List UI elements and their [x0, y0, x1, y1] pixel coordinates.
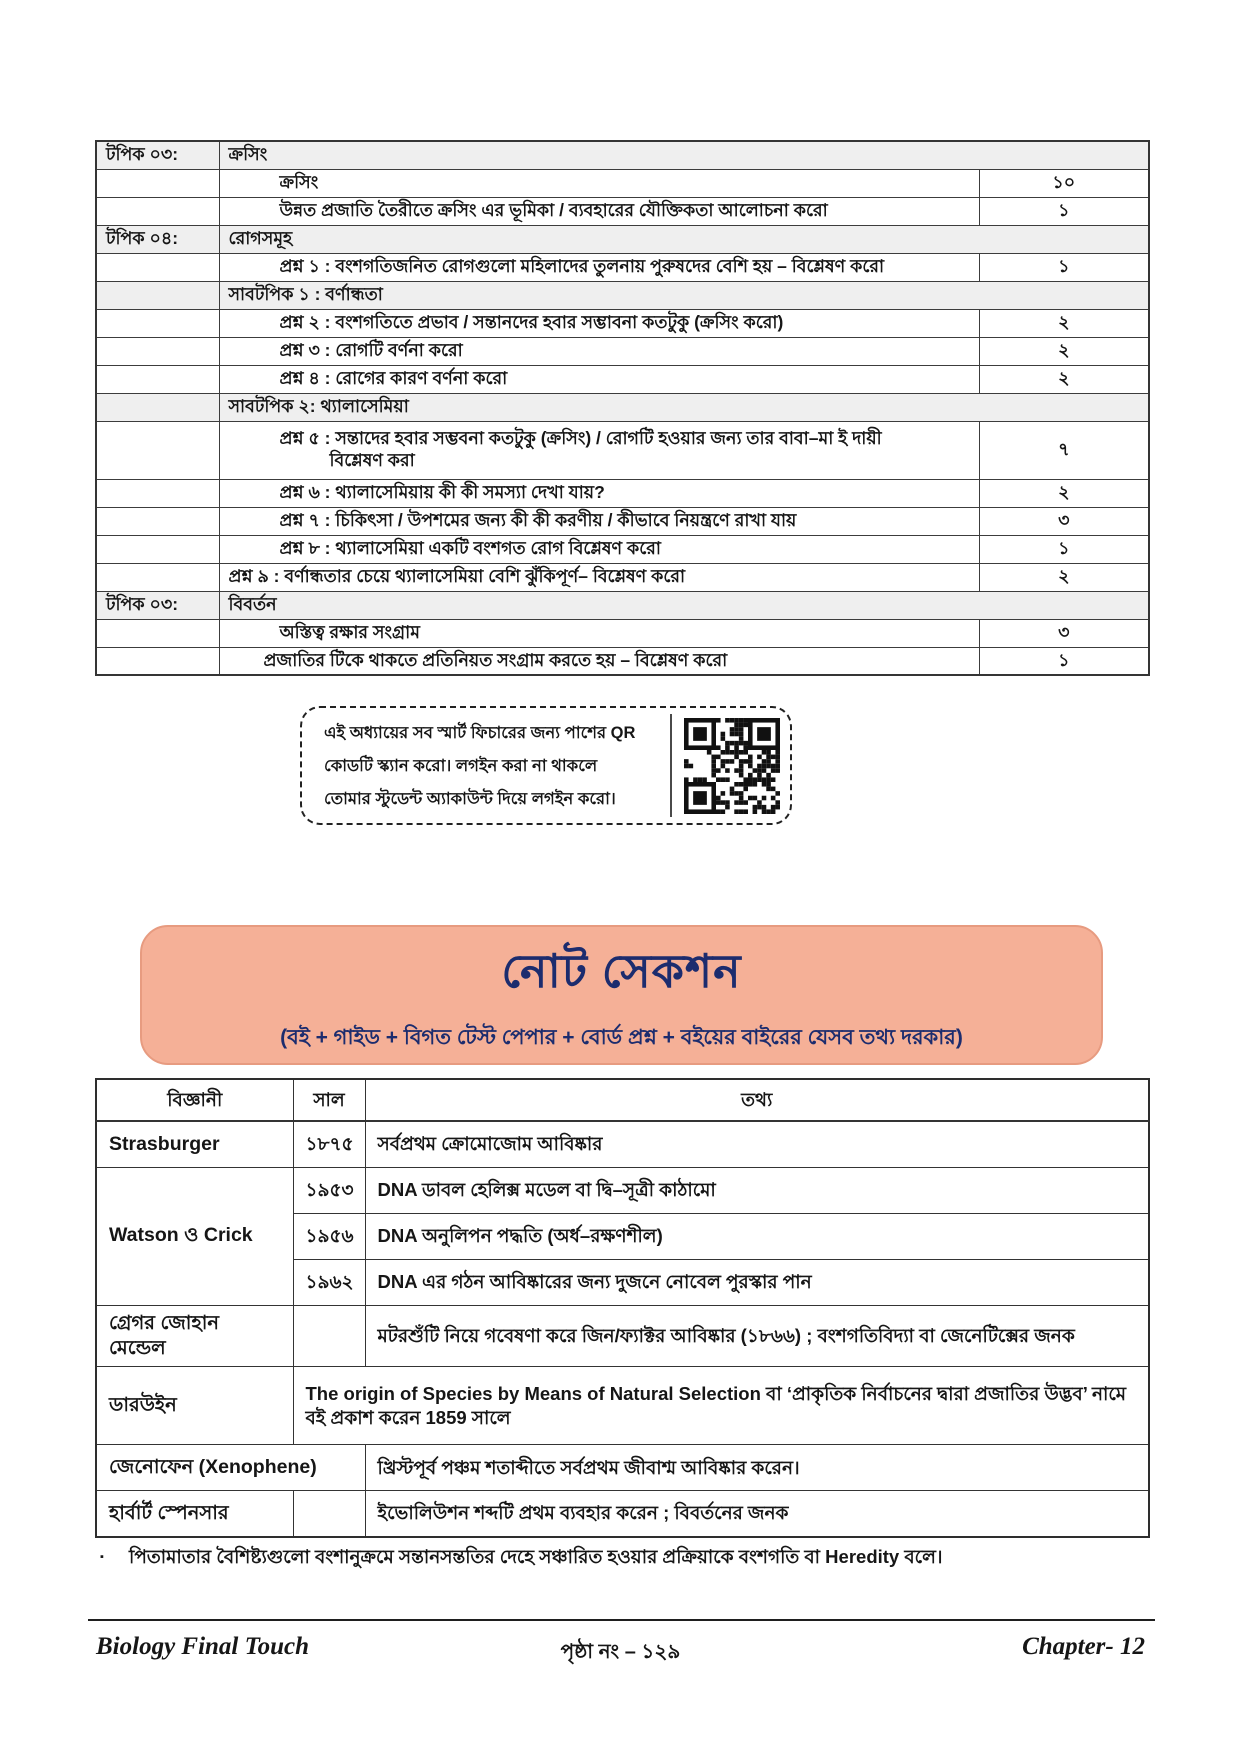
info-text: The origin of Species by Means of Natural Selection বা ‘প্রাকৃতিক নির্বাচনের দ্বারা প্রজাতির উদ্ভব’ নামে বই প্রকাশ করেন 1859 সালে — [293, 1367, 1149, 1445]
note-section-banner — [140, 925, 1103, 1065]
divider — [670, 714, 672, 817]
table-row — [96, 1121, 1149, 1167]
topic-label: টপিক ০৪: — [96, 225, 219, 253]
marks-value: ২ — [979, 309, 1149, 337]
heredity-note-text: পিতামাতার বৈশিষ্ট্যগুলো বংশানুক্রমে সন্তানসন্ততির দেহে সঞ্চারিত হওয়ার প্রক্রিয়াকে বংশগতি বা Heredity বলে। — [129, 1546, 943, 1567]
footer-chapter: Chapter- 12 — [1022, 1633, 1145, 1660]
question-text: প্রশ্ন ২ : বংশগতিতে প্রভাব / সন্তানদের হবার সম্ভাবনা কতটুকু (ক্রসিং করো) — [219, 309, 979, 337]
marks-value: ২ — [979, 365, 1149, 393]
table-row — [96, 619, 1149, 647]
table-row — [96, 169, 1149, 197]
topic-title: ক্রসিং — [219, 141, 1149, 169]
table-row — [96, 365, 1149, 393]
table-row — [96, 1305, 1149, 1367]
marks-value: ৩ — [979, 619, 1149, 647]
column-header-scientist: বিজ্ঞানী — [96, 1079, 293, 1121]
year-value: ১৯৫৩ — [293, 1167, 365, 1213]
heredity-note — [100, 1543, 1150, 1574]
marks-value: ২ — [979, 337, 1149, 365]
footer-page-number: পৃষ্ঠা নং – ১২৯ — [560, 1641, 681, 1663]
question-text: প্রশ্ন ৯ : বর্ণান্ধতার চেয়ে থ্যালাসেমিয়া বেশি ঝুঁকিপূর্ণ– বিশ্লেষণ করো — [219, 563, 979, 591]
table-row — [96, 647, 1149, 675]
year-value — [293, 1491, 365, 1537]
marks-value: ৩ — [979, 507, 1149, 535]
table-row-topic — [96, 141, 1149, 169]
scientist-name: হার্বার্ট স্পেনসার — [96, 1491, 293, 1537]
table-row-subtopic — [96, 281, 1149, 309]
column-header-info: তথ্য — [365, 1079, 1149, 1121]
question-text: প্রশ্ন ৩ : রোগটি বর্ণনা করো — [219, 337, 979, 365]
topic-label: টপিক ০৩: — [96, 591, 219, 619]
topic-label: টপিক ০৩: — [96, 141, 219, 169]
topic-title: রোগসমূহ — [219, 225, 1149, 253]
qr-instruction-box — [300, 706, 792, 825]
info-text: সর্বপ্রথম ক্রোমোজোম আবিষ্কার — [365, 1121, 1149, 1167]
marks-value: ২ — [979, 479, 1149, 507]
marks-value: ১০ — [979, 169, 1149, 197]
question-text: প্রশ্ন ১ : বংশগতিজনিত রোগগুলো মহিলাদের তুলনায় পুরুষদের বেশি হয় – বিশ্লেষণ করো — [219, 253, 979, 281]
table-row — [96, 535, 1149, 563]
bullet-square-icon: ▪ — [100, 1551, 104, 1563]
table-header-row — [96, 1079, 1149, 1121]
info-text: মটরশুঁটি নিয়ে গবেষণা করে জিন/ফ্যাক্টর আবিষ্কার (১৮৬৬) ; বংশগতিবিদ্যা বা জেনেটিক্সের জনক — [365, 1305, 1149, 1367]
question-text: প্রশ্ন ৬ : থ্যালাসেমিয়ায় কী কী সমস্যা দেখা যায়? — [219, 479, 979, 507]
table-row — [96, 1445, 1149, 1491]
syllabus-table — [95, 140, 1150, 676]
table-row — [96, 309, 1149, 337]
note-section-subtitle: (বই + গাইড + বিগত টেস্ট পেপার + বোর্ড প্রশ্ন + বইয়ের বাইরের যেসব তথ্য দরকার) — [280, 1026, 963, 1049]
column-header-year: সাল — [293, 1079, 365, 1121]
year-value — [293, 1305, 365, 1367]
table-row-topic — [96, 225, 1149, 253]
table-row — [96, 253, 1149, 281]
subtopic-title: সাবটপিক ১ : বর্ণান্ধতা — [219, 281, 1149, 309]
question-text: প্রশ্ন ৮ : থ্যালাসেমিয়া একটি বংশগত রোগ বিশ্লেষণ করো — [219, 535, 979, 563]
question-text: প্রশ্ন ৪ : রোগের কারণ বর্ণনা করো — [219, 365, 979, 393]
scientist-name: Strasburger — [96, 1121, 293, 1167]
table-row — [96, 1167, 1149, 1213]
table-row — [96, 479, 1149, 507]
marks-value: ১ — [979, 197, 1149, 225]
table-row — [96, 1367, 1149, 1445]
question-text: ক্রসিং — [219, 169, 979, 197]
info-text: DNA এর গঠন আবিষ্কারের জন্য দুজনে নোবেল পুরস্কার পান — [365, 1259, 1149, 1305]
question-text: প্রজাতির টিকে থাকতে প্রতিনিয়ত সংগ্রাম করতে হয় – বিশ্লেষণ করো — [219, 647, 979, 675]
table-row — [96, 1491, 1149, 1537]
table-row — [96, 197, 1149, 225]
qr-instruction-text: এই অধ্যায়ের সব স্মার্ট ফিচারের জন্য পাশের QR কোডটি স্ক্যান করো। লগইন করা না থাকলে তোমার স্টুডেন্ট অ্যাকাউন্ট দিয়ে লগইন করো। — [324, 724, 636, 808]
subtopic-title: সাবটপিক ২: থ্যালাসেমিয়া — [219, 393, 1149, 421]
info-text: ইভোলিউশন শব্দটি প্রথম ব্যবহার করেন ; বিবর্তনের জনক — [365, 1491, 1149, 1537]
year-value: ১৮৭৫ — [293, 1121, 365, 1167]
table-row — [96, 563, 1149, 591]
question-text: উন্নত প্রজাতি তৈরীতে ক্রসিং এর ভূমিকা / ব্যবহারের যৌক্তিকতা আলোচনা করো — [219, 197, 979, 225]
year-value: ১৯৫৬ — [293, 1213, 365, 1259]
marks-value: ৭ — [979, 421, 1149, 479]
question-text: অস্তিত্ব রক্ষার সংগ্রাম — [219, 619, 979, 647]
info-text: DNA ডাবল হেলিক্স মডেল বা দ্বি–সূত্রী কাঠামো — [365, 1167, 1149, 1213]
marks-value: ১ — [979, 253, 1149, 281]
marks-value: ১ — [979, 535, 1149, 563]
note-section-title: নোট সেকশন — [501, 945, 742, 997]
footer-book-title: Biology Final Touch — [96, 1633, 310, 1660]
info-text: খ্রিস্টপূর্ব পঞ্চম শতাব্দীতে সর্বপ্রথম জীবাশ্ম আবিষ্কার করেন। — [365, 1445, 1149, 1491]
scientist-name: গ্রেগর জোহান মেন্ডেল — [96, 1305, 293, 1367]
scientist-name: জেনোফেন (Xenophene) — [96, 1445, 365, 1491]
table-row-subtopic — [96, 393, 1149, 421]
scientist-name: Watson ও Crick — [96, 1167, 293, 1305]
info-text: DNA অনুলিপন পদ্ধতি (অর্ধ–রক্ষণশীল) — [365, 1213, 1149, 1259]
footer-divider — [88, 1619, 1155, 1621]
table-row — [96, 421, 1149, 479]
question-text: প্রশ্ন ৫ : সন্তাদের হবার সম্ভবনা কতটুকু (ক্রসিং) / রোগটি হওয়ার জন্য তার বাবা–মা ই দায়ী বিশ্লেষণ করা — [219, 421, 979, 479]
scientists-table — [95, 1078, 1150, 1538]
table-row-topic — [96, 591, 1149, 619]
question-text: প্রশ্ন ৭ : চিকিৎসা / উপশমের জন্য কী কী করণীয় / কীভাবে নিয়ন্ত্রণে রাখা যায় — [219, 507, 979, 535]
scientist-name: ডারউইন — [96, 1367, 293, 1445]
table-row — [96, 507, 1149, 535]
year-value: ১৯৬২ — [293, 1259, 365, 1305]
qr-code-icon — [680, 708, 784, 823]
topic-title: বিবর্তন — [219, 591, 1149, 619]
marks-value: ১ — [979, 647, 1149, 675]
marks-value: ২ — [979, 563, 1149, 591]
table-row — [96, 337, 1149, 365]
